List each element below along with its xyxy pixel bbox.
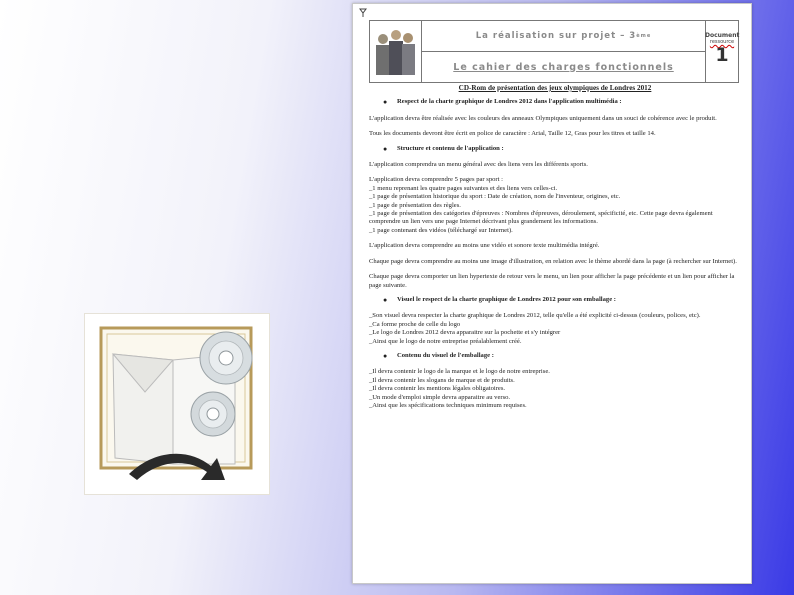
list-item: _1 page de présentation des catégories d'épreuves : Nombres d'épreuves, déroulement, spécificité, etc. Cette page devra également comprendre un lien vers une page Internet décrivant plus grandement les informations. [369, 210, 713, 226]
paragraph: Tous les documents devront être écrit en police de caractère : Arial, Taille 12, Gras pour les titres et taille 14. [369, 130, 656, 138]
list-item: _Un mode d'emploi simple devra apparaitre au verso. [369, 393, 511, 401]
cd-folder-icon [85, 314, 269, 494]
section-heading: ● Respect de la charte graphique de Londres 2012 dans l'application multimédia : [383, 98, 622, 107]
header-line1: La réalisation sur projet – 3 ème [422, 21, 705, 52]
doc-number: 1 [715, 44, 729, 66]
list-item: _1 page contenant des vidéos (téléchargé sur Internet). [369, 226, 513, 234]
list-item: _Son visuel devra respecter la charte graphique de Londres 2012, telle qu'elle a été explicité ci-dessus (couleurs, polices, etc). [369, 312, 701, 320]
cd-folder-clipart [84, 313, 270, 495]
list-item: _1 menu reprenant les quatre pages suivantes et des liens vers celles-ci. [369, 184, 558, 192]
section-heading: ● Contenu du visuel de l'emballage : [383, 351, 494, 360]
paragraph: L'application devra être réalisée avec les couleurs des anneaux Olympiques uniquement dans un souci de cohérence avec le produit. [369, 114, 717, 122]
paragraph: L'application comprendra un menu général avec des liens vers les différents sports. [369, 161, 588, 169]
section-heading: ● Structure et contenu de l'application : [383, 144, 504, 153]
list-item: _Il devra contenir les slogans de marque et de produits. [369, 376, 515, 384]
paragraph: L'application devra comprendre 5 pages par sport : [369, 176, 503, 184]
paragraph: Chaque page devra comprendre au moins une image d'illustration, en relation avec le thème abordé dans la page (à rechercher sur Internet). [369, 257, 737, 265]
document-page [352, 3, 752, 584]
list-item: _Il devra contenir le logo de la marque et le logo de notre entreprise. [369, 368, 550, 376]
people-icon [372, 23, 420, 80]
document-header [369, 20, 739, 83]
list-item: _1 page de présentation des règles. [369, 201, 461, 209]
doc-label: Document [705, 32, 740, 39]
document-title: CD-Rom de présentation des jeux olympiques de Londres 2012 [458, 84, 652, 92]
list-item: _Le logo de Londres 2012 devra apparaitre sur la pochette et s'y intégrer [369, 329, 561, 337]
small-marker-icon [359, 8, 367, 18]
list-item: _Ainsi que le logo de notre entreprise préalablement créé. [369, 337, 522, 345]
doc-sub: ressource [709, 39, 735, 45]
list-item: _Il devra contenir les mentions légales obligatoires. [369, 385, 506, 393]
paragraph: L'application devra comprendre au moins une vidéo et sonore texte multimédia intégré. [369, 242, 600, 250]
list-item: _1 page de présentation historique du sport : Date de création, nom de l'inventeur, origines, etc. [369, 193, 621, 201]
list-item: _Ainsi que les spécifications techniques minimum requises. [369, 401, 527, 409]
list-item: _Ca forme proche de celle du logo [369, 320, 461, 328]
section-heading: ● Visuel le respect de la charte graphique de Londres 2012 pour son emballage : [383, 295, 616, 304]
header-line2: Le cahier des charges fonctionnels [453, 61, 674, 73]
document-body [369, 84, 741, 410]
paragraph: Chaque page devra comporter un lien hypertexte de retour vers le menu, un lien pour afficher la page précédente et un lien pour afficher la page suivante. [369, 273, 735, 289]
